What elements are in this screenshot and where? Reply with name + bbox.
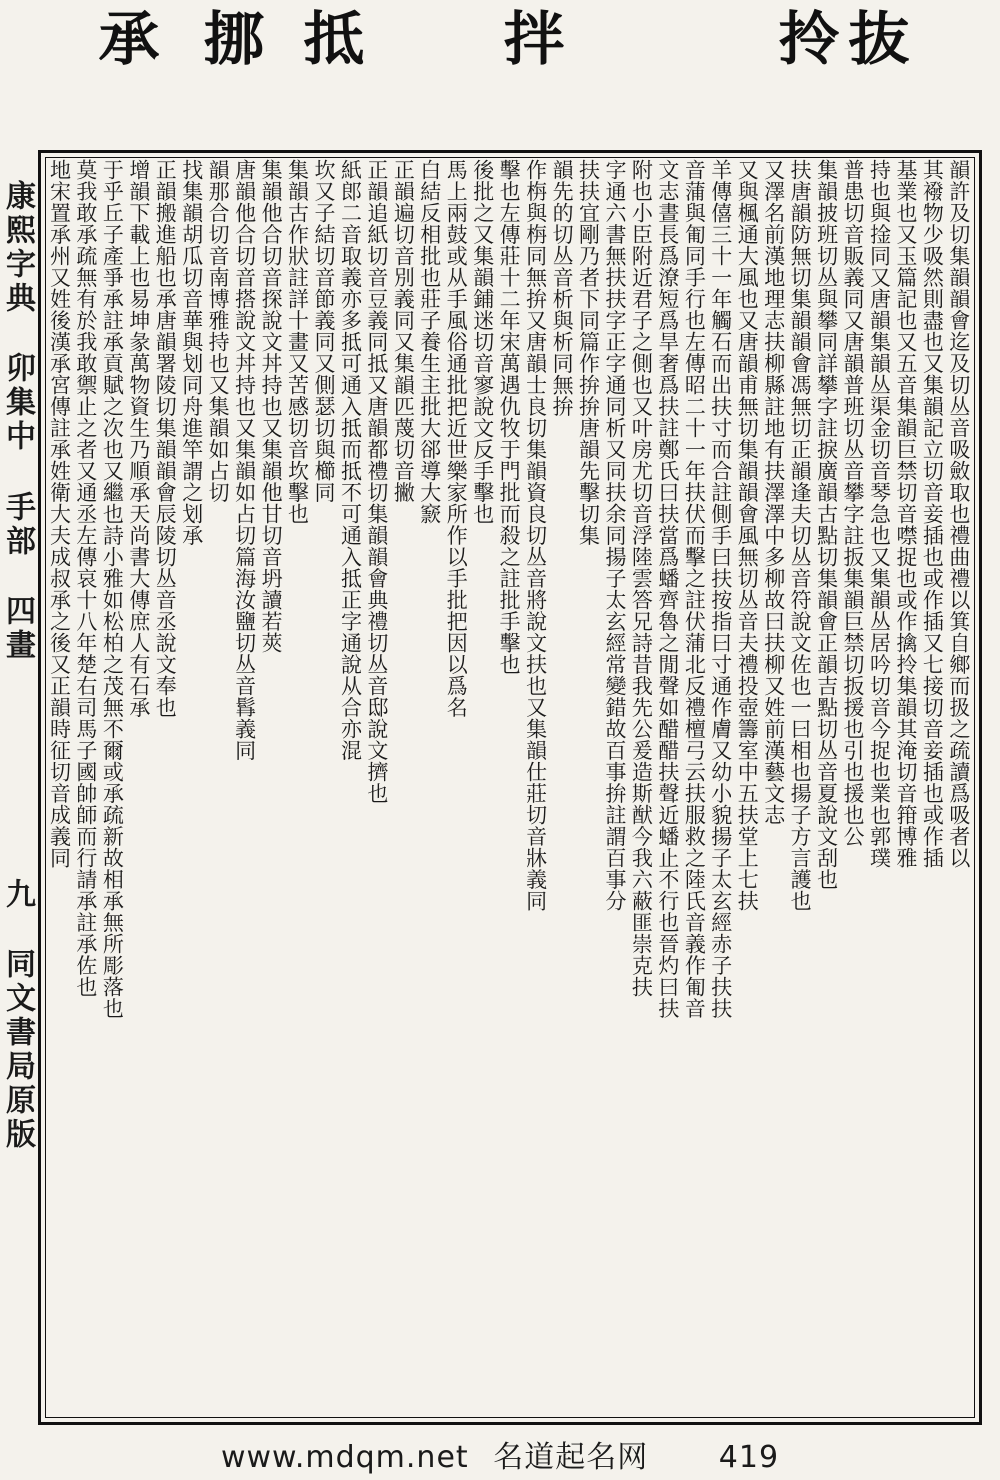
seal-glyph: 抜 — [848, 5, 910, 73]
text-column: 後批之又集韻鋪迷切音寥說文反手擊也 — [470, 159, 495, 525]
seal-glyph: 承 — [98, 5, 160, 73]
seal-script-row — [0, 0, 1000, 150]
site-url[interactable]: www.mdqm.net — [220, 1440, 469, 1475]
text-column: 韻許及切集韻韻會迄及切丛音吸斂取也禮曲禮以箕自鄉而扱之疏讀爲吸者以 — [946, 159, 971, 869]
text-columns — [47, 159, 973, 1416]
page-number-cn: 九 — [0, 877, 35, 912]
seal-glyph: 抵 — [303, 5, 365, 73]
dictionary-title: 康熙字典 — [0, 180, 35, 316]
text-column: 正韻遍切音別義同又集韻匹蔑切音撇 — [391, 159, 416, 503]
radical-label: 手部 — [0, 490, 35, 559]
text-column: 又澤名前漢地理志扶柳縣註地有扶澤澤中多柳故曰扶柳又姓前漢藝文志 — [761, 159, 786, 826]
text-column: 集韻他合切音探說文丼持也又集韻他甘切音坍讀若莢 — [259, 159, 284, 654]
text-column: 普患切音販義同又唐韻普班切丛音攀字註扳集韻巨禁切扳援也引也援也公 — [841, 159, 866, 847]
text-column: 音蒲與匍同手行也左傳昭二十一年扶伏而擊之註伏蒲北反禮檀弓云扶服救之陸氏音義作匍音 — [682, 159, 707, 1019]
publisher-label: 同文書局原版 — [0, 948, 35, 1153]
text-column: 正韻追紙切音豆義同抵又唐韻都禮切集韻韻會典禮切丛音邸說文擠也 — [364, 159, 389, 804]
volume-label: 卯集中 — [0, 352, 35, 455]
text-column: 坎又子結切音節義同又側瑟切與櫛同 — [311, 159, 336, 503]
text-column: 白結反相批也莊子養生主批大郤導大窾 — [417, 159, 442, 525]
text-column: 附也小臣附近君子之側也又叶房尤切音浮陸雲答兄詩昔我先公爰造斯猷今我六蔽匪崇克扶 — [629, 159, 654, 998]
seal-glyph: 挪 — [203, 5, 265, 73]
brand-name: 名道起名网 — [493, 1440, 649, 1475]
text-column: 韻先的切丛音析與析同無拚 — [550, 159, 575, 417]
text-column: 找集韻胡瓜切音華與划同舟進竿謂之划承 — [179, 159, 204, 546]
text-column: 集韻古作狀註詳十畫又苦感切音坎擊也 — [285, 159, 310, 525]
text-column: 紙郎二音取義亦多抵可通入抵而抵不可通入抵正字通說从合亦混 — [338, 159, 363, 761]
text-column: 韻那合切音南博雅持也又集韻如占切 — [206, 159, 231, 503]
seal-glyph: 拎 — [778, 5, 840, 73]
footer — [0, 1432, 1000, 1475]
text-column: 地宋置承州又姓後漢承宮傳註承姓衛大夫成叔承之後又正韻時征切音成義同 — [47, 159, 72, 869]
text-column: 作栴與栴同無拚又唐韻士良切集韻資良切丛音將說文扶也又集韻仕莊切音牀義同 — [523, 159, 548, 912]
text-column: 唐韻他合切音搭說文丼持也又集韻如占切篇海汝鹽切丛音髥義同 — [232, 159, 257, 761]
strokes-label: 四畫 — [0, 595, 35, 664]
text-column: 持也與捦同又唐韻集韻丛渠金切音琴急也又集韻丛居吟切音今捉也業也郭璞 — [867, 159, 892, 869]
text-column: 增韻下載上也易坤彖萬物資生乃順承天尚書大傳庶人有石承 — [126, 159, 151, 718]
text-column: 又與楓通大風也又唐韻甫無切集韻韻會風無切丛音夫禮投壺籌室中五扶堂上七扶 — [735, 159, 760, 912]
text-column: 正韻搬進船也承唐韻署陵切集韻韻會辰陵切丛音丞說文奉也 — [153, 159, 178, 718]
text-column: 馬上兩鼓或从手風俗通批把近世樂家所作以手批把因以爲名 — [444, 159, 469, 718]
text-column: 集韻披班切丛與攀同詳攀字註捩廣韻古點切集韻會正韻吉點切丛音夏說文刮也 — [814, 159, 839, 890]
text-column: 文志晝長爲潦短爲旱奢爲扶註鄭氏曰扶當爲蟠齊魯之閒聲如醋醋扶聲近蟠止不行也晉灼曰扶 — [655, 159, 680, 1019]
text-column: 擊也左傳莊十二年宋萬遇仇牧于門批而殺之註批手擊也 — [497, 159, 522, 675]
spine-title — [0, 180, 34, 1152]
page-number: 419 — [718, 1440, 780, 1475]
text-column: 基業也又玉篇記也又五音集韻巨禁切音噤捉也或作擒拎集韻其淹切音箝博雅 — [893, 159, 918, 869]
text-column: 扶扶宜剛乃者下同篇作拚拚唐韻先擊切集 — [576, 159, 601, 546]
seal-glyph: 拌 — [503, 5, 565, 73]
text-column: 字通六書無扶扶字正字通同析又同扶余同揚子太玄經常變錯故百事拚註謂百事分 — [602, 159, 627, 912]
text-column: 扶唐韻防無切集韻韻會馮無切正韻逢夫切丛音符說文佐也一曰相也揚子方言護也 — [788, 159, 813, 912]
text-column: 其襏物少吸然則盡也又集韻記立切音妾插也或作插又七接切音妾插也或作插 — [920, 159, 945, 869]
text-column: 莫我敢承疏無有於我敢禦止之者又通丞左傳哀十八年楚右司馬子國帥師而行請承註承佐也 — [73, 159, 98, 998]
text-column: 于乎丘子產爭承註承貢賦之次也又繼也詩小雅如松柏之茂無不爾或承疏新故相承無所彫落也 — [100, 159, 125, 1019]
text-column: 羊傳僖三十一年觸石而出扶寸而合註側手曰扶按指曰寸通作膚又幼小貌揚子太玄經赤子扶扶 — [708, 159, 733, 1019]
page-frame — [38, 150, 982, 1425]
